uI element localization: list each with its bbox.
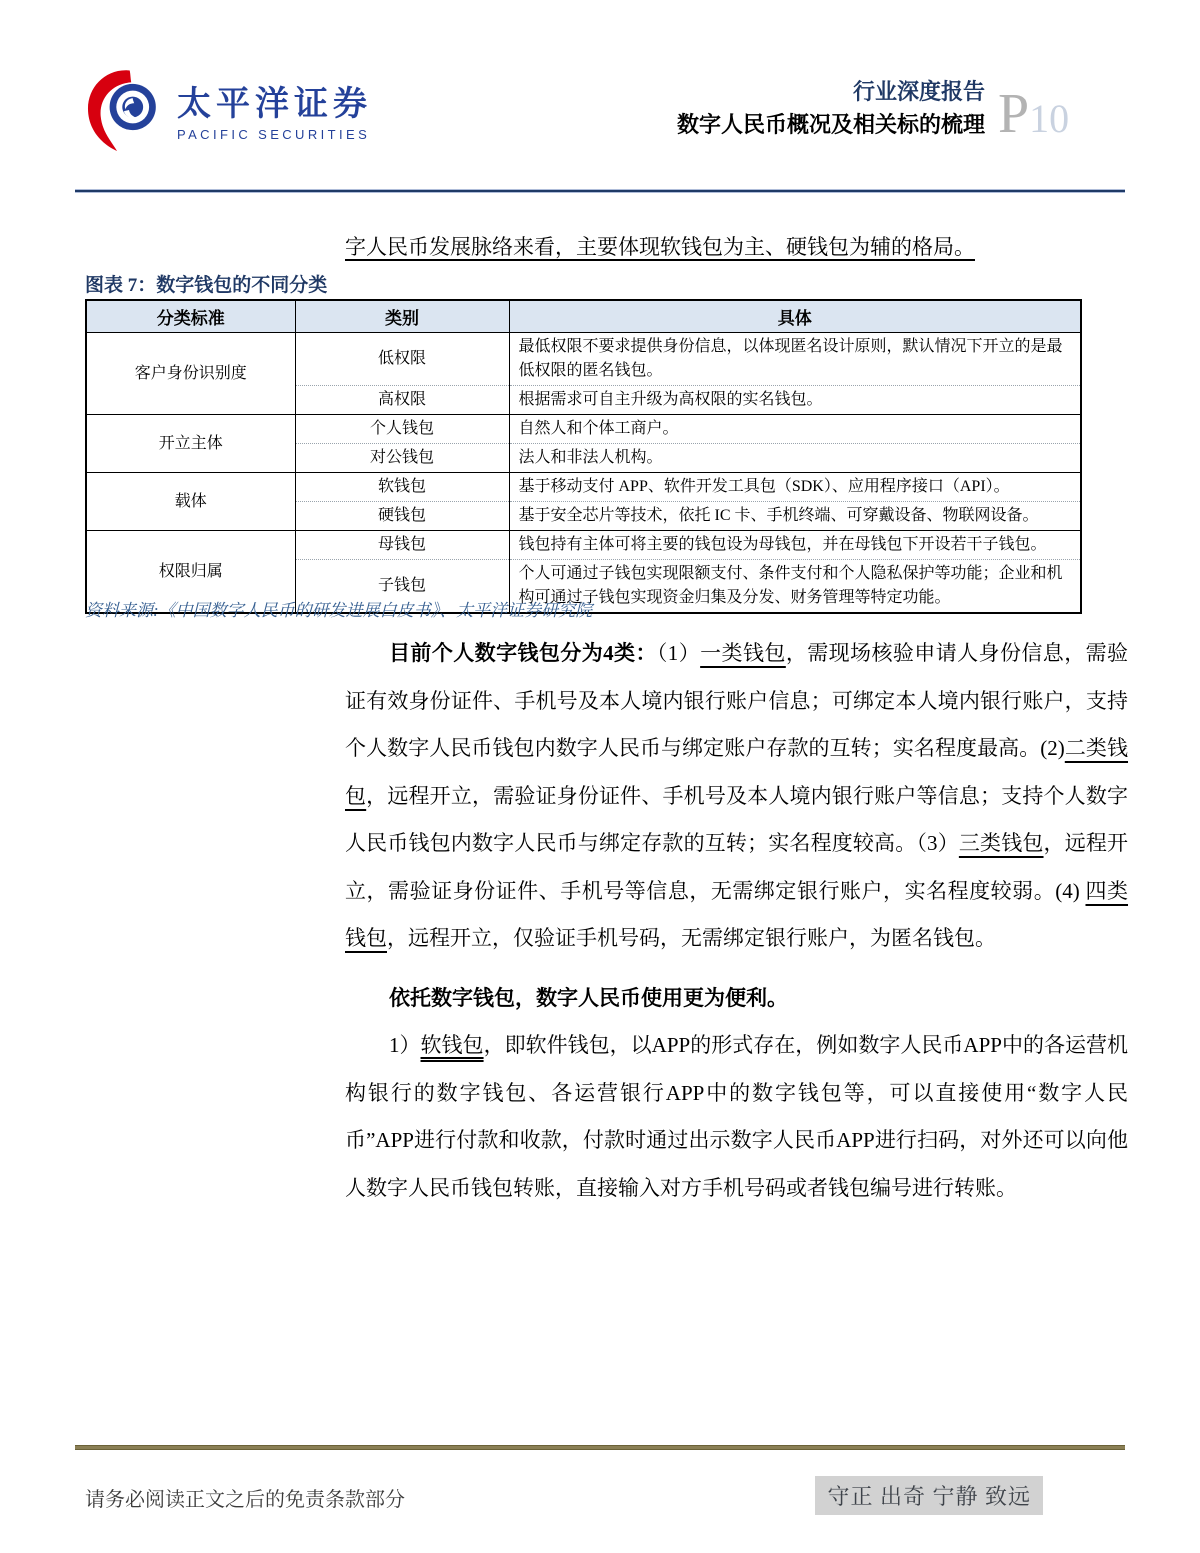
header-divider bbox=[75, 189, 1125, 193]
body-text bbox=[345, 630, 1128, 1212]
table-header-cell: 具体 bbox=[509, 300, 1081, 333]
table-row bbox=[86, 333, 1081, 386]
figure-source: 资料来源:《中国数字人民币的研发进展白皮书》、太平洋证券研究院 bbox=[85, 601, 593, 620]
table-cell-type: 硬钱包 bbox=[295, 502, 509, 531]
text-segment: 三类钱包 bbox=[958, 831, 1044, 855]
table-cell-type: 软钱包 bbox=[295, 473, 509, 502]
report-title: 数字人民币概况及相关标的梳理 bbox=[676, 112, 985, 137]
figure-title: 图表 7：数字钱包的不同分类 bbox=[85, 275, 328, 296]
table-cell-type: 对公钱包 bbox=[295, 444, 509, 473]
table-cell-detail: 根据需求可自主升级为高权限的实名钱包。 bbox=[509, 386, 1081, 415]
footer-disclaimer: 请务必阅读正文之后的免责条款部分 bbox=[85, 1489, 405, 1511]
table-row bbox=[86, 473, 1081, 502]
table-header-cell: 类别 bbox=[295, 300, 509, 333]
table-cell-type: 子钱包 bbox=[295, 560, 509, 614]
table-cell-detail: 最低权限不要求提供身份信息，以体现匿名设计原则，默认情况下开立的是最低权限的匿名钱包。 bbox=[509, 333, 1081, 386]
wallet-classification-table bbox=[85, 299, 1082, 614]
table-body bbox=[86, 333, 1081, 614]
page-number-value: 10 bbox=[1029, 96, 1070, 141]
table-cell-type: 母钱包 bbox=[295, 531, 509, 560]
footer-divider bbox=[75, 1445, 1125, 1450]
text-segment: ，远程开立，仅验证手机号码，无需绑定银行账户，为匿名钱包。 bbox=[387, 926, 996, 950]
text-segment: 一类钱包 bbox=[700, 641, 786, 665]
text-segment: 目前个人数字钱包分为4类： bbox=[389, 641, 657, 665]
table-cell-detail: 法人和非法人机构。 bbox=[509, 444, 1081, 473]
paragraph-wallet-classes bbox=[345, 630, 1128, 963]
table-cell-category: 权限归属 bbox=[86, 531, 295, 614]
table-cell-detail: 钱包持有主体可将主要的钱包设为母钱包，并在母钱包下开设若干子钱包。 bbox=[509, 531, 1081, 560]
table-cell-type: 低权限 bbox=[295, 333, 509, 386]
table-header-cell: 分类标准 bbox=[86, 300, 295, 333]
table-cell-type: 高权限 bbox=[295, 386, 509, 415]
table-cell-detail: 自然人和个体工商户。 bbox=[509, 415, 1081, 444]
table-cell-detail: 基于移动支付 APP、软件开发工具包（SDK）、应用程序接口（API）。 bbox=[509, 473, 1081, 502]
page-number bbox=[998, 84, 1069, 144]
table-cell-type: 个人钱包 bbox=[295, 415, 509, 444]
text-segment: 1） bbox=[389, 1033, 421, 1057]
paragraph-soft-wallet bbox=[345, 1022, 1128, 1212]
paragraph-heading-convenience: 依托数字钱包，数字人民币使用更为便利。 bbox=[389, 985, 788, 1010]
logo-name-english: PACIFIC SECURITIES bbox=[177, 127, 371, 142]
table-row bbox=[86, 415, 1081, 444]
footer-motto: 守正 出奇 宁静 致远 bbox=[815, 1476, 1043, 1515]
pacific-securities-logo-icon bbox=[85, 60, 167, 160]
table-head bbox=[86, 300, 1081, 333]
text-segment: ，远程开立，需验证身份证件、手机号等信息，无需绑定银行账户，实名程度较弱。(4) bbox=[345, 831, 1129, 903]
text-segment: ，需现场核验申请人身份信息，需验证有效身份证件、手机号及本人境内银行账户信息；可绑定本人境内银行账户，支持个人数字人民币钱包内数字人民币与绑定账户存款的互转；实名程度最高。(2) bbox=[345, 641, 1129, 760]
table-cell-category: 客户身份识别度 bbox=[86, 333, 295, 415]
page-number-prefix: P bbox=[998, 83, 1030, 145]
table-cell-category: 载体 bbox=[86, 473, 295, 531]
logo-name-chinese: 太平洋证券 bbox=[177, 85, 372, 123]
text-segment: 四类钱包 bbox=[345, 878, 1129, 950]
text-segment: （1） bbox=[656, 641, 701, 665]
header-titles bbox=[677, 76, 985, 142]
text-segment: ，远程开立，需验证身份证件、手机号及本人境内银行账户等信息；支持个人数字人民币钱包内数字人民币与绑定存款的互转；实名程度较高。（3） bbox=[345, 783, 1129, 855]
text-segment: 软钱包 bbox=[420, 1033, 484, 1057]
text-segment: ，即软件钱包，以APP的形式存在，例如数字人民币APP中的各运营机构银行的数字钱包、各运营银行APP中的数字钱包等，可以直接使用“数字人民币”APP进行付款和收款，付款时通过出示数字人民币APP进行扫码，对外还可以向他人数字人民币钱包转账，直接输入对方手机号码或者钱包编号进行转账。 bbox=[345, 1033, 1129, 1200]
report-type-label: 行业深度报告 bbox=[852, 79, 985, 104]
text-segment: 二类钱包 bbox=[345, 736, 1129, 808]
pacific-securities-logo bbox=[85, 60, 372, 160]
table-cell-category: 开立主体 bbox=[86, 415, 295, 473]
table-cell-detail: 个人可通过子钱包实现限额支付、条件支付和个人隐私保护等功能；企业和机构可通过子钱包实现资金归集及分发、财务管理等特定功能。 bbox=[509, 560, 1081, 614]
figure-table-wrapper bbox=[85, 299, 1080, 614]
table-row bbox=[86, 531, 1081, 560]
table-cell-detail: 基于安全芯片等技术，依托 IC 卡、手机终端、可穿戴设备、物联网设备。 bbox=[509, 502, 1081, 531]
logo-text bbox=[177, 84, 372, 142]
intro-continuation-line: 字人民币发展脉络来看，主要体现软钱包为主、硬钱包为辅的格局。 bbox=[345, 235, 975, 259]
